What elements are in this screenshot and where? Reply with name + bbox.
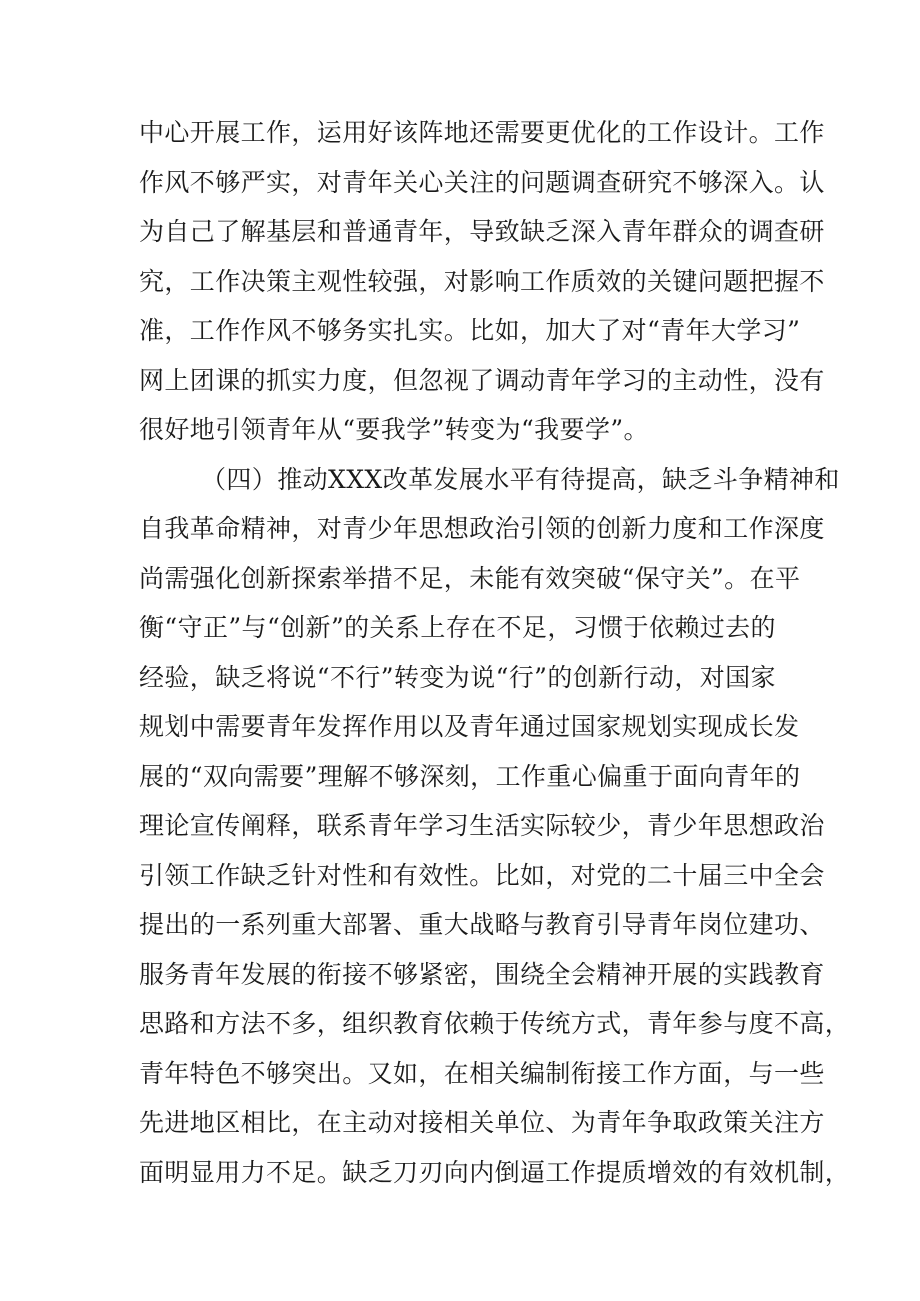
text-line: 思路和方法不多，组织教育依赖于传统方式，青年参与度不高， (139, 1009, 851, 1038)
text-line: 经验，缺乏将说“不行”转变为说“行”的创新行动，对国家 (139, 662, 776, 692)
text-line: 尚需强化创新探索举措不足，未能有效突破“保守关”。在平 (139, 563, 801, 593)
text-line: 很好地引领青年从“要我学”转变为“我要学”。 (139, 415, 649, 444)
text-line: 展的“双向需要”理解不够深刻，工作重心偏重于面向青年的 (139, 761, 801, 791)
paragraph-2 (139, 455, 851, 1198)
text-line: 衡“守正”与“创新”的关系上存在不足，习惯于依赖过去的 (139, 613, 776, 642)
text-line: 先进地区相比，在主动对接相关单位、为青年争取政策关注方 (139, 1108, 825, 1137)
text-line: 中心开展工作，运用好该阵地还需要更优化的工作设计。工作 (139, 118, 825, 147)
document-body (139, 108, 851, 1197)
text-line: 作风不够严实，对青年关心关注的问题调查研究不够深入。认 (139, 167, 825, 197)
text-line: 青年特色不够突出。又如，在相关编制衔接工作方面，与一些 (139, 1058, 825, 1088)
text-line: 理论宣传阐释，联系青年学习生活实际较少，青少年思想政治 (139, 811, 825, 840)
text-line: 服务青年发展的衔接不够紧密，围绕全会精神开展的实践教育 (139, 959, 825, 989)
paragraph-1 (139, 108, 825, 455)
text-line: 引领工作缺乏针对性和有效性。比如，对党的二十届三中全会 (139, 860, 825, 890)
text-line: 究，工作决策主观性较强，对影响工作质效的关键问题把握不 (139, 266, 825, 296)
text-line: 面明显用力不足。缺乏刀刃向内倒逼工作提质增效的有效机制， (139, 1157, 851, 1187)
text-line: 提出的一系列重大部署、重大战略与教育引导青年岗位建功、 (139, 910, 825, 939)
text-line: 网上团课的抓实力度，但忽视了调动青年学习的主动性，没有 (139, 365, 825, 395)
text-line: 准，工作作风不够务实扎实。比如，加大了对“青年大学习” (139, 316, 801, 345)
text-line: 自我革命精神，对青少年思想政治引领的创新力度和工作深度 (139, 514, 825, 543)
text-line: 规划中需要青年发挥作用以及青年通过国家规划实现成长发 (139, 712, 800, 741)
text-line-indented: （四）推动XXX改革发展水平有待提高，缺乏斗争精神和 (201, 464, 840, 494)
text-line: 为自己了解基层和普通青年，导致缺乏深入青年群众的调查研 (139, 217, 825, 246)
